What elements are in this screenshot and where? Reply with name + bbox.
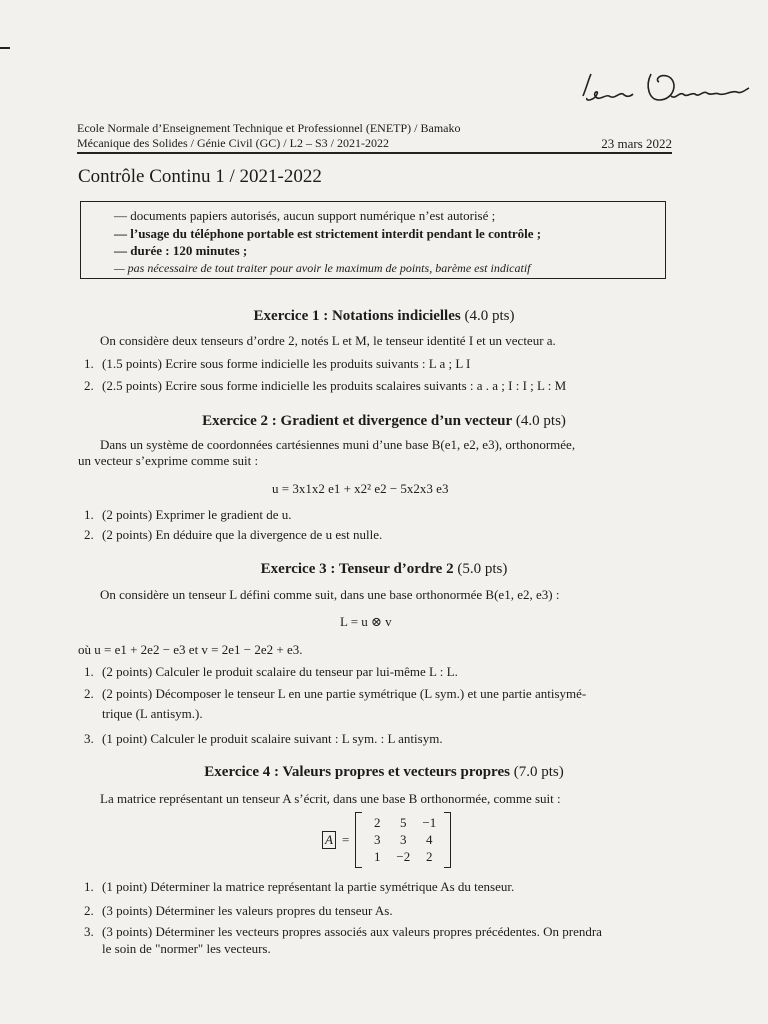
left-bracket xyxy=(355,812,362,868)
exercise-2-equation: u = 3x1x2 e1 + x2² e2 − 5x2x3 e3 xyxy=(272,481,449,496)
matrix-a xyxy=(322,812,451,868)
exercise-4-question-2: 2. (3 points) Déterminer les valeurs propres du tenseur As. xyxy=(84,903,393,918)
exercise-3-title: Exercice 3 : Tenseur d’ordre 2 (5.0 pts) xyxy=(260,561,508,577)
matrix-cell: 2 xyxy=(426,848,433,864)
page-edge-mark xyxy=(0,47,10,49)
rules-box xyxy=(80,201,666,279)
matrix-grid xyxy=(362,815,444,866)
course-line: Mécanique des Solides / Génie Civil (GC) / L2 – S3 / 2021-2022 xyxy=(77,136,389,150)
school-line: Ecole Normale d’Enseignement Technique et Professionnel (ENETP) / Bamako xyxy=(77,121,461,135)
exercise-3-vectors: où u = e1 + 2e2 − e3 et v = 2e1 − 2e2 + e3. xyxy=(78,642,303,657)
exercise-2-intro-line-1: Dans un système de coordonnées cartésiennes muni d’une base B(e1, e2, e3), orthonormée, xyxy=(100,437,576,452)
header-divider xyxy=(77,152,672,154)
exercise-4-question-3: 3. (3 points) Déterminer les vecteurs propres associés aux valeurs propres précédentes. On prendra xyxy=(84,924,602,939)
rule-item: — pas nécessaire de tout traiter pour avoir le maximum de points, barème est indicatif xyxy=(114,260,531,275)
exam-date: 23 mars 2022 xyxy=(601,136,672,151)
exercise-2-intro-line-2: un vecteur s’exprime comme suit : xyxy=(78,453,259,468)
page-title: Contrôle Continu 1 / 2021-2022 xyxy=(78,166,322,187)
matrix-cell: −1 xyxy=(422,814,437,830)
exercise-3-question-2-cont: trique (L antisym.). xyxy=(102,706,203,721)
exercise-2-question-1: 1. (2 points) Exprimer le gradient de u. xyxy=(84,507,292,522)
matrix-cell: 4 xyxy=(426,831,433,847)
matrix-cell: 5 xyxy=(400,814,407,830)
rule-item: — l’usage du téléphone portable est strictement interdit pendant le contrôle ; xyxy=(114,225,542,241)
matrix-body xyxy=(355,812,451,868)
rule-item: — durée : 120 minutes ; xyxy=(114,243,248,258)
matrix-cell: 2 xyxy=(374,814,381,830)
exercise-2-question-2: 2. (2 points) En déduire que la divergence de u est nulle. xyxy=(84,527,383,542)
exercise-1-question-2: 2. (2.5 points) Ecrire sous forme indicielle les produits scalaires suivants : a . a ; I : I ; L : M xyxy=(84,378,567,393)
exercise-1-question-1: 1. (1.5 points) Ecrire sous forme indicielle les produits suivants : L a ; L I xyxy=(84,356,471,371)
exercise-1-title: Exercice 1 : Notations indicielles (4.0 pts) xyxy=(253,308,515,324)
matrix-cell: 3 xyxy=(400,831,407,847)
exercise-4-title: Exercice 4 : Valeurs propres et vecteurs propres (7.0 pts) xyxy=(204,764,564,780)
exercise-3-question-1: 1. (2 points) Calculer le produit scalaire du tenseur par lui-même L : L. xyxy=(84,664,458,679)
matrix-cell: 3 xyxy=(374,831,381,847)
exercise-3-question-3: 3. (1 point) Calculer le produit scalaire suivant : L sym. : L antisym. xyxy=(84,731,443,746)
exercise-2-title: Exercice 2 : Gradient et divergence d’un vecteur (4.0 pts) xyxy=(202,413,566,429)
exam-header xyxy=(77,121,672,151)
matrix-label: A xyxy=(322,831,336,849)
handwritten-signature xyxy=(575,66,755,112)
exercise-4-question-1: 1. (1 point) Déterminer la matrice représentant la partie symétrique As du tenseur. xyxy=(84,879,515,894)
exercise-4-intro: La matrice représentant un tenseur A s’écrit, dans une base B orthonormée, comme suit : xyxy=(100,791,561,806)
matrix-cell: 1 xyxy=(374,848,381,864)
equals-sign: = xyxy=(341,832,350,847)
exercise-1-intro: On considère deux tenseurs d’ordre 2, notés L et M, le tenseur identité I et un vecteur a. xyxy=(100,333,556,348)
exercise-3-equation: L = u ⊗ v xyxy=(340,614,392,629)
right-bracket xyxy=(444,812,451,868)
rule-item: — documents papiers autorisés, aucun support numérique n’est autorisé ; xyxy=(114,208,496,223)
exercise-3-intro: On considère un tenseur L défini comme suit, dans une base orthonormée B(e1, e2, e3) : xyxy=(100,587,560,602)
matrix-cell: −2 xyxy=(396,848,411,864)
exercise-3-question-2: 2. (2 points) Décomposer le tenseur L en une partie symétrique (L sym.) et une partie antisymé- xyxy=(84,686,587,701)
exercise-4-question-3-cont: le soin de "normer" les vecteurs. xyxy=(102,941,271,956)
